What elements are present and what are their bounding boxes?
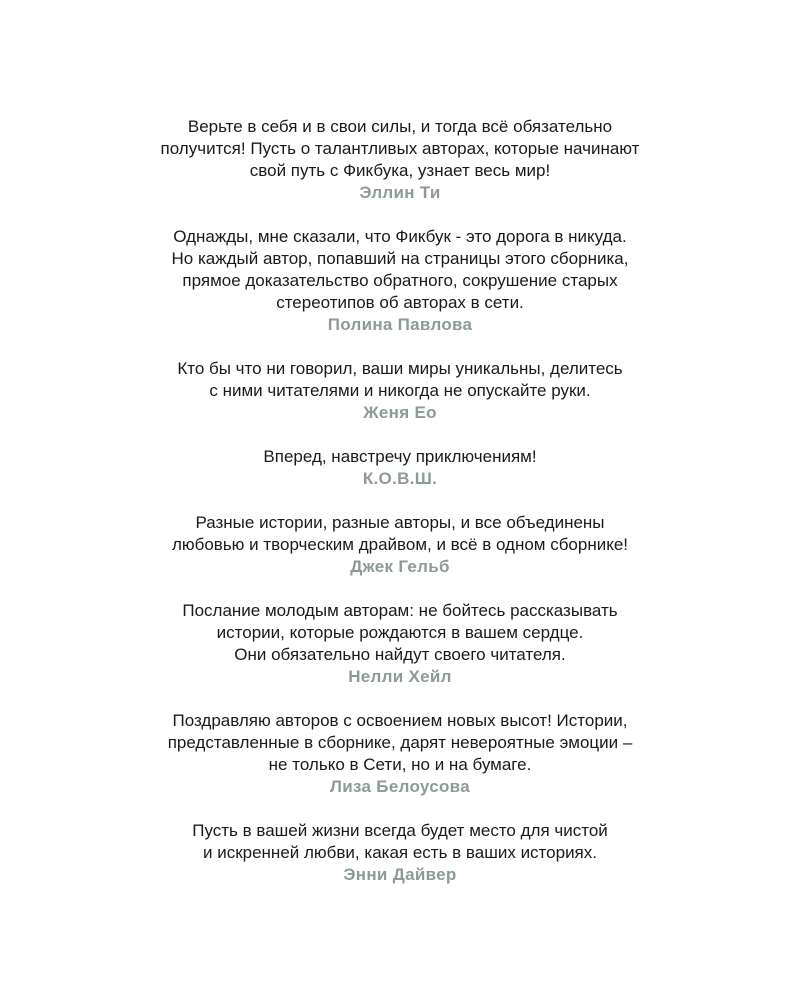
- wish-block: [0, 226, 800, 336]
- wish-block: [0, 710, 800, 798]
- wish-line: и искренней любви, какая есть в ваших историях.: [202, 843, 597, 862]
- wishes-page: [0, 116, 800, 908]
- wish-line: Вперед, навстречу приключениям!: [263, 447, 537, 466]
- wish-block: [0, 600, 800, 688]
- wish-line: получится! Пусть о талантливых авторах, которые начинают: [160, 139, 640, 158]
- wish-line: представленные в сборнике, дарят невероятные эмоции –: [167, 733, 633, 752]
- wish-line: Пусть в вашей жизни всегда будет место для чистой: [192, 821, 608, 840]
- wish-author: Джек Гельб: [350, 557, 450, 576]
- wish-line: Послание молодым авторам: не бойтесь рассказывать: [182, 601, 618, 620]
- wish-block: [0, 512, 800, 578]
- wish-line: не только в Сети, но и на бумаге.: [268, 755, 532, 774]
- wish-author: Нелли Хейл: [348, 667, 452, 686]
- wish-line: истории, которые рождаются в вашем сердце.: [216, 623, 584, 642]
- wish-block: [0, 820, 800, 886]
- wish-line: стереотипов об авторах в сети.: [276, 293, 524, 312]
- wish-author: Эллин Ти: [359, 183, 441, 202]
- wish-author: Женя Ео: [363, 403, 437, 422]
- wish-line: Они обязательно найдут своего читателя.: [234, 645, 566, 664]
- wish-line: Кто бы что ни говорил, ваши миры уникальны, делитесь: [177, 359, 623, 378]
- wish-block: [0, 446, 800, 490]
- wish-line: прямое доказательство обратного, сокрушение старых: [182, 271, 618, 290]
- wish-line: Но каждый автор, попавший на страницы этого сборника,: [171, 249, 629, 268]
- wish-block: [0, 358, 800, 424]
- wish-author: Энни Дайвер: [343, 865, 457, 884]
- wish-line: свой путь с Фикбука, узнает весь мир!: [249, 161, 551, 180]
- wish-author: К.О.В.Ш.: [362, 469, 438, 488]
- wish-block: [0, 116, 800, 204]
- wish-line: Верьте в себя и в свои силы, и тогда всё обязательно: [187, 117, 613, 136]
- wish-line: Разные истории, разные авторы, и все объединены: [195, 513, 605, 532]
- wish-line: Однажды, мне сказали, что Фикбук - это дорога в никуда.: [173, 227, 627, 246]
- wish-author: Лиза Белоусова: [330, 777, 470, 796]
- wish-line: с ними читателями и никогда не опускайте руки.: [209, 381, 591, 400]
- wish-line: любовью и творческим драйвом, и всё в одном сборнике!: [171, 535, 629, 554]
- wish-line: Поздравляю авторов с освоением новых высот! Истории,: [172, 711, 628, 730]
- wish-author: Полина Павлова: [327, 315, 473, 334]
